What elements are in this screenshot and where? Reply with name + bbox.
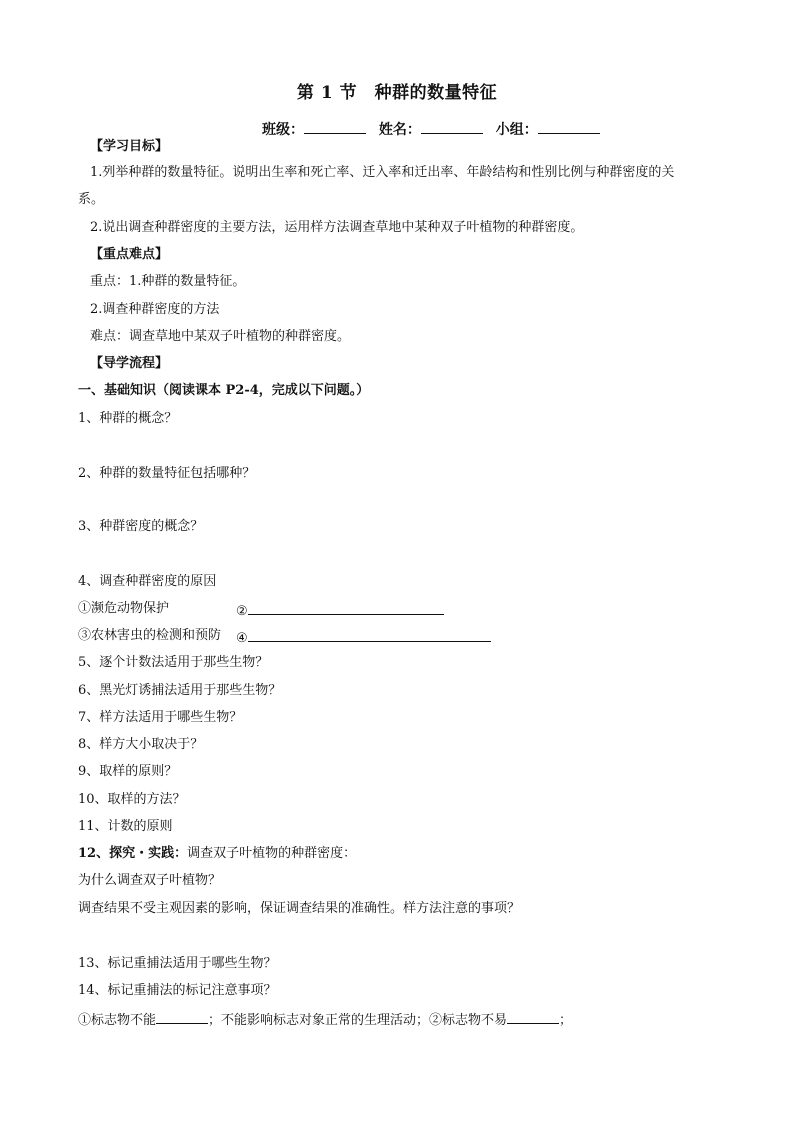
name-label: 姓名： [378,122,421,138]
question-11: 11、计数的原则 [78,819,173,834]
section-1-heading: 一、基础知识（阅读课本 P2-4，完成以下问题。） [78,383,370,398]
name-blank[interactable] [421,120,483,134]
student-info-row [262,120,600,138]
question-4-option-4: ④ [236,631,248,646]
question-13: 13、标记重捕法适用于哪些生物？ [78,956,277,971]
question-14-blank-1[interactable] [156,1010,208,1024]
question-6: 6、黑光灯诱捕法适用于那些生物？ [78,683,282,698]
group-label: 小组： [495,122,538,138]
question-14-part-1: ①标志物不能 [78,1013,157,1028]
question-4-option-4-row [236,628,491,647]
objectives-heading: 【学习目标】 [90,139,169,154]
question-12-label: 12、探究・实践： [78,846,188,861]
class-label: 班级： [262,122,304,138]
question-3: 3、种群密度的概念？ [78,519,204,534]
question-12 [78,846,356,862]
question-9: 9、取样的原则？ [78,764,178,779]
question-5: 5、逐个计数法适用于那些生物？ [78,655,269,670]
question-4-option-3: ③农林害虫的检测和预防 [78,628,222,643]
page-title: 第 1 节 种群的数量特征 [296,83,498,103]
class-blank[interactable] [304,120,366,134]
question-12-sub-2: 调查结果不受主观因素的影响，保证调查结果的准确性。样方法注意的事项？ [78,901,521,916]
question-4-blank-2[interactable] [248,601,444,615]
question-14: 14、标记重捕法的标记注意事项？ [78,983,277,998]
question-4-option-2-row [236,601,444,620]
difficulty: 难点：调查草地中某双子叶植物的种群密度。 [90,329,351,344]
question-4-option-1: ①濒危动物保护 [78,601,170,616]
objective-2: 2.说出调查种群密度的主要方法，运用样方法调查草地中某种双子叶植物的种群密度。 [90,220,584,235]
question-1: 1、种群的概念？ [78,411,178,426]
question-10: 10、取样的方法？ [78,792,186,807]
question-12-text: 调查双子叶植物的种群密度： [187,846,357,861]
guide-heading: 【导学流程】 [90,356,169,371]
question-4-blank-4[interactable] [248,628,491,642]
question-12-sub-1: 为什么调查双子叶植物？ [78,873,222,888]
question-14-detail [78,1010,572,1029]
key-point-1: 重点：1.种群的数量特征。 [90,274,246,289]
question-2: 2、种群的数量特征包括哪种？ [78,466,256,481]
question-14-part-2: ；不能影响标志对象正常的生理活动；②标志物不易 [208,1013,508,1028]
question-14-part-3: ； [559,1013,573,1028]
question-4-option-2: ② [236,604,248,619]
question-8: 8、样方大小取决于？ [78,737,204,752]
question-4: 4、调查种群密度的原因 [78,574,217,589]
objective-1-line2: 系。 [78,192,105,207]
key-point-2: 2.调查种群密度的方法 [90,302,220,317]
group-blank[interactable] [538,120,600,134]
question-14-blank-2[interactable] [507,1010,559,1024]
question-7: 7、样方法适用于哪些生物？ [78,710,243,725]
key-points-heading: 【重点难点】 [90,247,169,262]
objective-1-line1: 1.列举种群的数量特征。说明出生率和死亡率、迁入率和迁出率、年龄结构和性别比例与种群密度的关 [90,165,675,180]
